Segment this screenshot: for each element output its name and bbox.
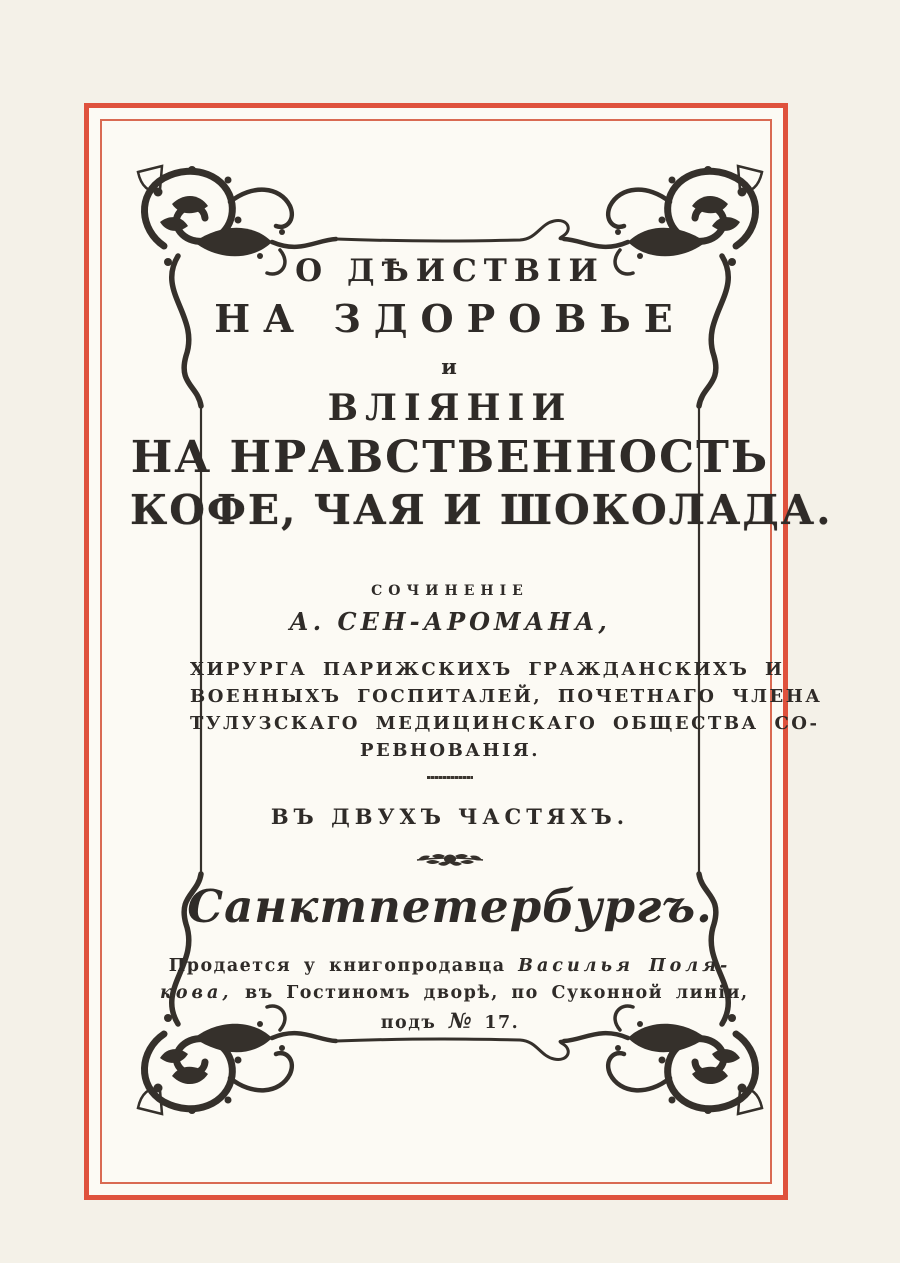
bookseller-name-continued: кова, [160,983,233,1003]
city-imprint: Санктпетербургъ. [187,880,713,933]
title-line-6: КОФЕ, ЧАЯ И ШОКОЛАДА. [130,486,833,534]
credentials-line: ХИРУРГА ПАРИЖСКИХЪ ГРАЖДАНСКИХЪ И [190,659,785,680]
laurel-sprig-divider-icon [414,848,486,872]
credentials-line: ТУЛУЗСКАГО МЕДИЦИНСКАГО ОБЩЕСТВА СО- [190,713,820,734]
imprint-text: Продается у книгопродавца [168,956,506,976]
title-line-1: О ДѢИСТВІИ [295,253,605,289]
bookseller-imprint [160,953,749,1037]
imprint-line [160,980,749,1007]
title-line-5: НА НРАВСТВЕННОСТЬ [130,432,770,483]
parts-note: ВЪ ДВУХЪ ЧАСТЯХЪ. [270,804,630,829]
credentials-line: РЕВНОВАНІЯ. [359,740,541,761]
imprint-line [160,953,740,980]
engraved-plate [130,160,833,1120]
author-credentials [190,656,823,764]
bookseller-name: Василья Поля- [518,956,732,976]
title-conjunction: и [441,354,459,379]
imprint-text: подъ [380,1013,437,1033]
author-name: А. СЕН-АРОМАНА, [289,607,611,636]
title-line-2: НА ЗДОРОВЬЕ [214,296,686,341]
numero-sign: № [448,1008,472,1033]
credentials-line: ВОЕННЫХЪ ГОСПИТАЛЕЙ, ПОЧЕТНАГО ЧЛЕНА [190,686,823,707]
shop-number: 17. [484,1013,520,1033]
imprint-text: въ Гостиномъ дворѣ, по Суконной линіи, [245,983,749,1003]
title-line-4: ВЛІЯНІИ [327,387,573,429]
hatched-divider-rule [427,776,473,779]
imprint-line [160,1007,740,1037]
frame-rules [201,221,699,1060]
byline-label: СОЧИНЕНІЕ [371,583,529,599]
